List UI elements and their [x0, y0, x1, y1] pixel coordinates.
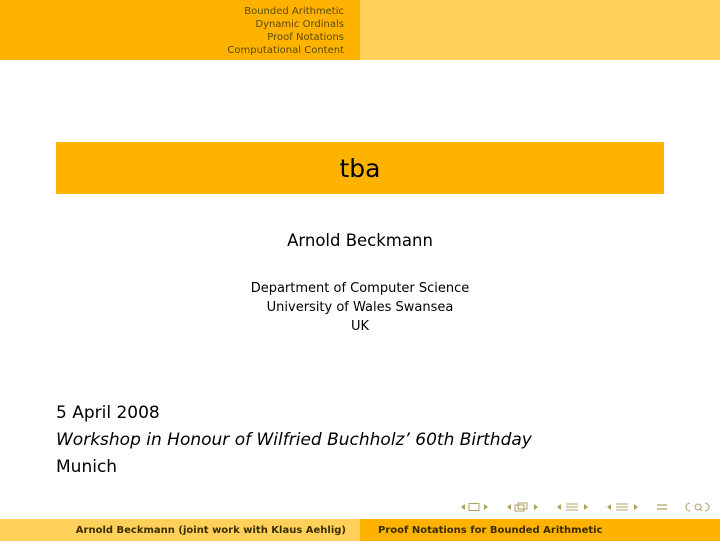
frame-nav-icon[interactable]	[506, 502, 540, 512]
footer-title-panel	[360, 519, 720, 541]
date-block	[56, 400, 532, 481]
header-bar	[0, 0, 720, 60]
affiliation	[0, 279, 720, 336]
nav-item-proof-notations[interactable]: Proof Notations	[267, 31, 344, 43]
event-location: Munich	[56, 457, 118, 477]
affiliation-department: Department of Computer Science	[250, 281, 470, 296]
footer-title: Proof Notations for Bounded Arithmetic	[378, 524, 603, 536]
align-icon[interactable]	[656, 502, 668, 512]
footer-bar	[0, 519, 720, 541]
beamer-navigation-symbols	[460, 500, 710, 514]
nav-item-dynamic-ordinals[interactable]: Dynamic Ordinals	[255, 18, 344, 30]
title-box	[56, 142, 664, 194]
author-name: Arnold Beckmann	[287, 231, 433, 250]
subsection-nav-icon[interactable]	[556, 502, 590, 512]
nav-item-computational-content[interactable]: Computational Content	[227, 44, 344, 56]
affiliation-country: UK	[350, 319, 370, 334]
event-name: Workshop in Honour of Wilfried Buchholz’ 60th Birthday	[56, 430, 532, 450]
slide-nav-icon[interactable]	[460, 502, 490, 512]
slide-date: 5 April 2008	[56, 403, 160, 423]
search-icon[interactable]	[684, 502, 710, 512]
header-right-panel	[360, 0, 720, 60]
section-navigation	[0, 0, 360, 60]
slide-title: tba	[339, 153, 381, 183]
footer-author-panel	[0, 519, 360, 541]
nav-item-bounded-arithmetic[interactable]: Bounded Arithmetic	[244, 5, 344, 17]
footer-author: Arnold Beckmann (joint work with Klaus Aehlig)	[75, 524, 346, 536]
section-nav-icon[interactable]	[606, 502, 640, 512]
affiliation-university: University of Wales Swansea	[266, 300, 454, 315]
